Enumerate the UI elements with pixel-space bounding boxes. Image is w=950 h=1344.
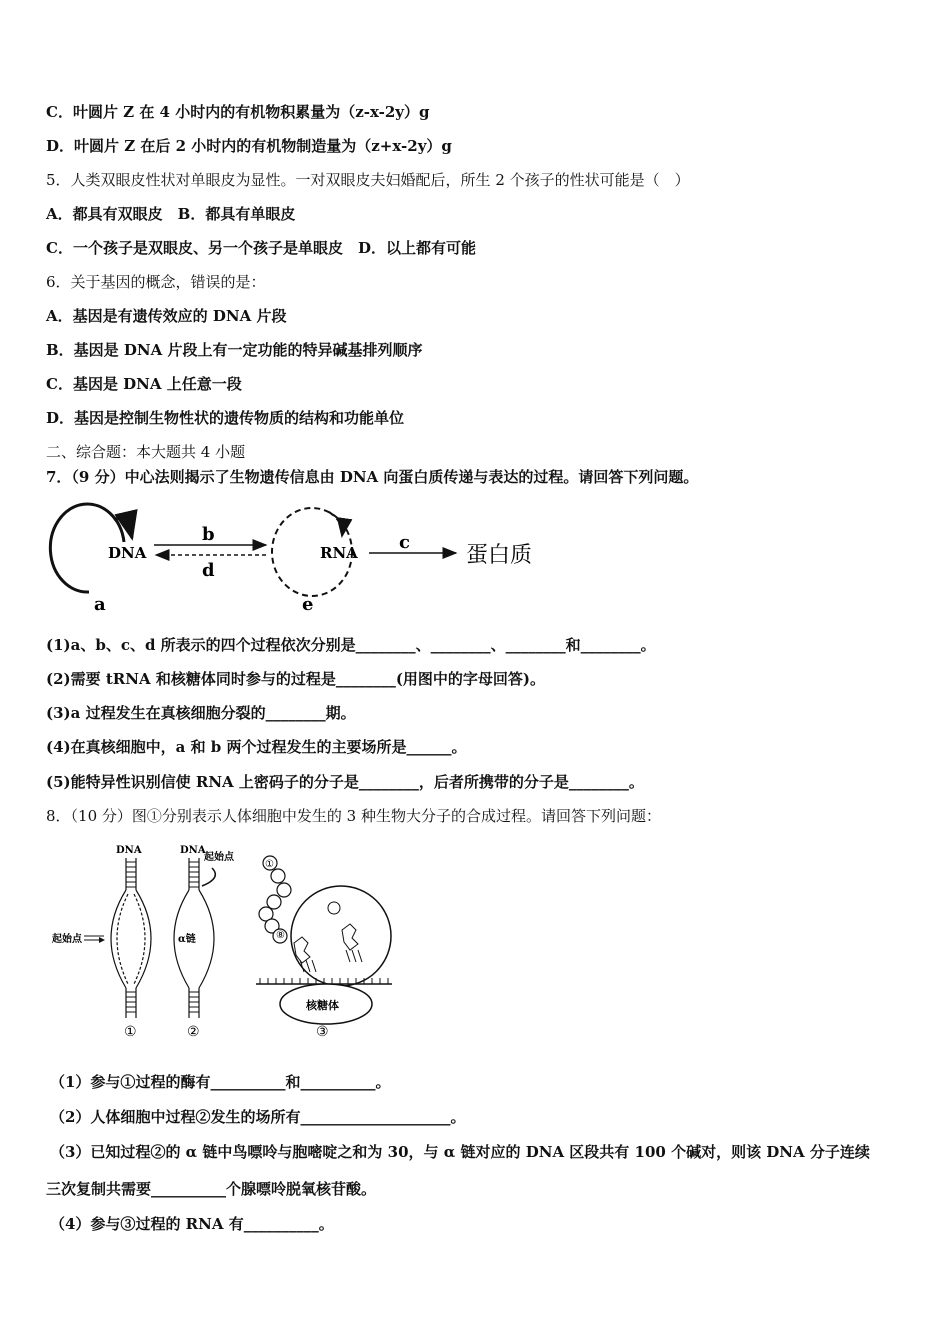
process-b-label: b [202,524,215,545]
rna-label: RNA [320,544,358,562]
q8-sub2: （2）人体细胞中过程②发生的场所有____________________。 [50,1108,466,1126]
fig3-polypeptide-chain [259,856,291,943]
fig3-bead-8: ⑧ [276,930,285,941]
q7-sub4: (4)在真核细胞中，a 和 b 两个过程发生的主要场所是______。 [46,738,467,756]
q6-option-c: C．基因是 DNA 上任意一段 [46,375,242,393]
protein-label: 蛋白质 [466,543,533,568]
process-c-label: c [399,532,410,553]
macromolecule-synthesis-diagram [44,838,404,1043]
section-2-title: 二、综合题：本大题共 4 小题 [46,443,246,461]
q7-stem: 7．（9 分）中心法则揭示了生物遗传信息由 DNA 向蛋白质传递与表达的过程。请回答下列问题。 [46,468,699,486]
q8-sub1: （1）参与①过程的酶有__________和__________。 [50,1073,391,1091]
fig3-bead-1: ① [265,859,274,870]
q6-option-a: A．基因是有遗传效应的 DNA 片段 [46,307,287,325]
fig3-number: ③ [316,1024,329,1040]
q8-sub4: （4）参与③过程的 RNA 有__________。 [50,1215,334,1233]
fig1-origin-arrow [84,936,104,940]
fig3-amino-acid [328,902,340,914]
fig2-origin-label: 起始点 [204,852,234,863]
q4-option-d: D．叶圆片 Z 在后 2 小时内的有机物制造量为（z+x-2y）g [46,137,452,155]
fig1-rungs [126,862,136,1012]
q7-sub5: (5)能特异性识别信使 RNA 上密码子的分子是________，后者所携带的分子是________。 [46,773,644,791]
q7-sub2: (2)需要 tRNA 和核糖体同时参与的过程是________(用图中的字母回答)。 [46,670,546,688]
q4-option-c: C．叶圆片 Z 在 4 小时内的有机物积累量为（z-x-2y）g [46,103,430,121]
q7-sub3: (3)a 过程发生在真核细胞分裂的________期。 [46,704,356,722]
process-e-label: e [302,594,314,615]
process-a-label: a [94,594,106,615]
q8-sub3-line2: 三次复制共需要__________个腺嘌呤脱氧核苷酸。 [46,1180,377,1198]
fig1-origin-label: 起始点 [52,934,82,945]
central-dogma-diagram [44,500,564,620]
q6-option-b: B．基因是 DNA 片段上有一定功能的特异碱基排列顺序 [46,341,423,359]
q5-stem: 5．人类双眼皮性状对单眼皮为显性。一对双眼皮夫妇婚配后，所生 2 个孩子的性状可能是（ ） [46,171,690,189]
q6-stem: 6．关于基因的概念，错误的是： [46,273,266,291]
q8-sub3-line1: （3）已知过程②的 α 链中鸟嘌呤与胞嘧啶之和为 30，与 α 链对应的 DNA 区段共有 100 个碱对，则该 DNA 分子连续 [50,1143,870,1161]
dna-label-1: DNA [108,544,147,562]
q5-options-cd: C．一个孩子是双眼皮、另一个孩子是单眼皮 D．以上都有可能 [46,239,476,257]
fig2-alpha-chain-label: α链 [178,934,196,945]
q5-options-ab: A．都具有双眼皮 B．都具有单眼皮 [46,205,296,223]
q8-stem: 8．（10 分）图①分别表示人体细胞中发生的 3 种生物大分子的合成过程。请回答下列问题： [46,807,661,825]
fig2-dna-label: DNA [180,845,206,856]
process-d-label: d [202,560,215,581]
fig3-mrna-ticks [260,978,388,984]
fig1-number: ① [124,1024,137,1040]
fig3-ribosome-label: 核糖体 [306,999,339,1012]
q7-sub1: (1)a、b、c、d 所表示的四个过程依次分别是________、________、________和________。 [46,636,656,654]
fig2-number: ② [187,1024,200,1040]
fig3-ribosome-large-subunit [291,886,391,986]
fig1-dna-label: DNA [116,845,142,856]
q6-option-d: D．基因是控制生物性状的遗传物质的结构和功能单位 [46,409,405,427]
